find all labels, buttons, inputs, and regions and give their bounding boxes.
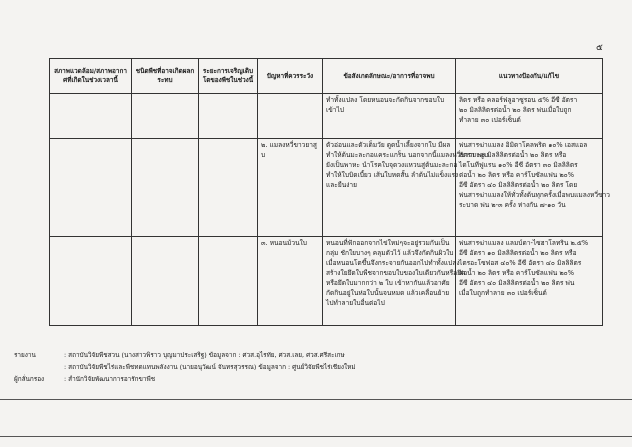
cell-problem: ๒. แมลงหวี่ขาวยาสูบ bbox=[258, 139, 323, 237]
cell-symptoms bbox=[323, 139, 489, 237]
table-row bbox=[50, 237, 603, 326]
prevention-line: ๒๐ มิลลิลิตรต่อน้ำ ๒๐ ลิตร พ่นเมื่อใบถูก bbox=[459, 106, 572, 114]
prevention-line: อีซี อัตรา ๑๐ มิลลิลิตรต่อน้ำ ๒๐ ลิตร หรือ bbox=[459, 249, 577, 257]
symptom-line: ทำทั้งแปลง โดยหนอนจะกัดกินจากขอบใบ bbox=[326, 96, 445, 104]
header-growth-stage: ระยะการเจริญเติบโตของพืชในช่วงนี้ bbox=[199, 59, 258, 94]
footer-screener-line bbox=[14, 375, 155, 384]
report-source-2: : สถาบันวิจัยพืชไร่และพืชทดแทนพลังงาน (นายอนุวัฒน์ จันทรสุวรรณ) ข้อมูลจาก : ศูนย์วิจัยพืชไร่เชียงใหม่ bbox=[64, 363, 356, 371]
cell-prevention bbox=[456, 237, 603, 326]
divider-line bbox=[0, 399, 632, 400]
symptom-line: หรือยึดใบมากกว่า ๒ ใบ เข้าหากันแล้วอาศัย bbox=[326, 279, 450, 287]
cell-symptoms bbox=[323, 237, 466, 326]
header-prevention: แนวทางป้องกัน/แก้ไข bbox=[456, 59, 603, 94]
prevention-line: พ่นสารฆ่าแมลง อิมิดาโคลพริด ๑๐% เอสแอล bbox=[459, 141, 588, 149]
prevention-line: พ่นสารฆ่าแมลง แลมบ์ดา-ไซฮาโลทริน ๒.๕% bbox=[459, 239, 589, 247]
header-environment: สภาพแวดล้อม/สภาพอากาศที่เกิดในช่วงเวลานี้ bbox=[50, 59, 132, 94]
cell-crop bbox=[132, 94, 199, 139]
cell-environment bbox=[50, 237, 132, 326]
divider-line bbox=[0, 436, 632, 437]
prevention-line: ทำลาย ๓๐ เปอร์เซ็นต์ bbox=[459, 116, 521, 124]
symptom-line: ทำให้ต้นมะละกอแคระแกร็น นอกจากนี้แมลงหวี่ขาวยาสูบ bbox=[326, 151, 489, 159]
report-source-1: : สถาบันวิจัยพืชสวน (นางสาวพิราว บุญมาประเสริฐ) ข้อมูลจาก : ศวส.อุไรทัย, ศวส.เลย, ศวส.ศรีสะเกษ bbox=[64, 351, 345, 359]
table-row bbox=[50, 139, 603, 237]
symptom-line: กลุ่ม ชักใยบางๆ คลุมตัวไว้ แล้วจึงกัดกินผิวใบ bbox=[326, 249, 454, 257]
header-problem: ปัญหาที่ควรระวัง bbox=[258, 59, 323, 94]
prevention-line: ลิตร หรือ คลอร์ฟลูอาซูรอน ๕% อีซี อัตรา bbox=[459, 96, 578, 104]
prevention-line: ต่อน้ำ ๒๐ ลิตร หรือ คาร์โบซัลแฟน ๒๐% bbox=[459, 269, 574, 277]
prevention-line: พ่นสารฆ่าแมลงให้ทั่วทั้งต้นทุกครั้งเมื่อพบแมลงหวี่ขาว bbox=[459, 191, 610, 199]
cell-crop bbox=[132, 139, 199, 237]
screener-value: : สำนักวิจัยพัฒนาการอารักขาพืช bbox=[64, 375, 156, 383]
prevention-line: ระบาด พ่น ๒-๓ ครั้ง ห่างกัน ๗-๑๐ วัน bbox=[459, 201, 566, 209]
screener-label: ผู้กลั่นกรอง bbox=[14, 375, 45, 383]
report-label: รายงาน bbox=[14, 351, 36, 359]
header-crop: ชนิดพืชที่อาจเกิดผลกระทบ bbox=[132, 59, 199, 94]
prevention-line: อีซี อัตรา ๔๐ มิลลิลิตรต่อน้ำ ๒๐ ลิตร พ่น bbox=[459, 279, 575, 287]
page-number: ๕ bbox=[596, 43, 603, 53]
cell-crop bbox=[132, 237, 199, 326]
table-row bbox=[50, 94, 603, 139]
symptom-line: เมื่อหนอนโตขึ้นจึงกระจายกันออกไปทำทั้งแปลง bbox=[326, 259, 460, 267]
cell-growth-stage bbox=[199, 94, 258, 139]
cell-problem: ๓. หนอนม้วนใบ bbox=[258, 237, 323, 326]
cell-prevention bbox=[456, 139, 610, 237]
symptom-line: ตัวอ่อนและตัวเต็มวัย ดูดน้ำเลี้ยงจากใบ มีผล bbox=[326, 141, 451, 149]
cell-growth-stage bbox=[199, 139, 258, 237]
symptom-line: สร้างใยยึดใบพืชจากขอบใบของใบเดียวกันหรือยึด bbox=[326, 269, 466, 277]
symptom-line: กัดกินอยู่ในห่อใบนั้นจนหมด แล้วเคลื่อนย้าย bbox=[326, 289, 450, 297]
footer-report-line-2 bbox=[14, 363, 356, 372]
cell-symptoms bbox=[323, 94, 456, 139]
header-symptoms: ข้อสังเกตลักษณะ/อาการที่อาจพบ bbox=[323, 59, 456, 94]
symptom-line: ยังเป็นพาหะ นำโรคใบจุดวงแหวนสู่ต้นมะละกอ bbox=[326, 161, 458, 169]
prevention-line: ต่อน้ำ ๒๐ ลิตร หรือ คาร์โบซัลแฟน ๒๐% bbox=[459, 171, 574, 179]
prevention-line: เมื่อใบถูกทำลาย ๓๐ เปอร์เซ็นต์ bbox=[459, 289, 547, 297]
symptom-line: เข้าไป bbox=[326, 106, 344, 114]
cell-growth-stage bbox=[199, 237, 258, 326]
symptom-line: ไปทำลายใบอื่นต่อไป bbox=[326, 299, 385, 307]
footer-report-line-1 bbox=[14, 351, 345, 360]
prevention-line: อีซี อัตรา ๔๐ มิลลิลิตรต่อน้ำ ๒๐ ลิตร โดย bbox=[459, 181, 578, 189]
cell-problem bbox=[258, 94, 323, 139]
cell-environment bbox=[50, 139, 132, 237]
cell-environment bbox=[50, 94, 132, 139]
table-header-row bbox=[50, 59, 603, 94]
prevention-line: ไดโนทีฟูแรน ๑๐% อีซี อัตรา ๓๐ มิลลิลิตร bbox=[459, 161, 578, 169]
prevention-line: อัตรา ๓๐ มิลลิลิตรต่อน้ำ ๒๐ ลิตร หรือ bbox=[459, 151, 567, 159]
pest-table bbox=[49, 58, 610, 326]
symptom-line: และยืนง่าย bbox=[326, 181, 357, 189]
prevention-line: ไตรอะโซฟอส ๔๐% อีซี อัตรา ๔๐ มิลลิลิตร bbox=[459, 259, 582, 267]
cell-prevention bbox=[456, 94, 603, 139]
symptom-line: ทำให้ใบบิดเบี้ยว เส้นใบหดสั้น ลำต้นไม่แข็งแรง bbox=[326, 171, 459, 179]
symptom-line: หนอนที่ฟักออกจากไข่ใหม่ๆจะอยู่รวมกันเป็น bbox=[326, 239, 450, 247]
